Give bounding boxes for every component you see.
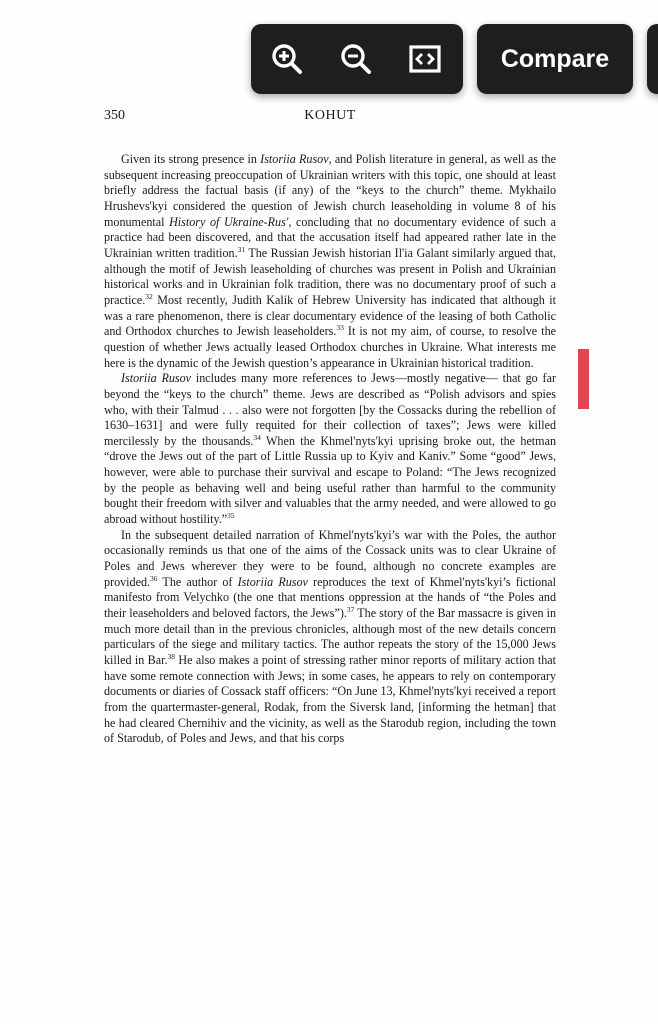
body-paragraph: [104, 152, 556, 371]
footnote-ref: 34: [253, 432, 261, 442]
text-run: reproduces the text of Khmel'nyts'kyi’s fictional manifesto from Velychko (the one that mentions oppression at the hands of “the Poles and their leaseholders and beloved factors, the Jews”).: [104, 574, 556, 621]
italic-title: Istoriia Rusov: [121, 371, 192, 386]
text-run: In the subsequent detailed narration of Khmel'nyts'kyi’s war with the Poles, the author occasionally reminds us that one of the aims of the Cossack units was to clear Ukraine of Poles and Jews wherever they were to be found, although no concrete examples are provided.: [104, 527, 556, 589]
footnote-ref: 38: [167, 651, 176, 661]
reading-position-marker: [578, 349, 589, 409]
body-text: [104, 152, 556, 747]
footnote-ref: 31: [237, 244, 246, 254]
italic-title: Istoriia Rusov: [237, 574, 308, 589]
text-run: When the Khmel'nyts'kyi uprising broke out, the hetman “drove the Jews out of the part of Little Russia up to Kyiv and Kaniv.” Some “good” Jews, however, were able to purchase their survival and escape to Poland: “The Jews recognized by the people as behaving well and being useful rather than harmful to the community bought their freedom with silver and valuables that the army needed, and were allowed to go abroad without hostility.”: [104, 433, 556, 527]
fit-width-button[interactable]: [406, 40, 444, 78]
text-run: , concluding that no documentary evidence of such a practice had been discovered, and that the accusation itself had appeared rather late in the Ukrainian written tradition.: [104, 214, 557, 260]
text-run: The Russian Jewish historian Il'ia Galant similarly argued that, although the motif of Jewish leaseholding of churches was present in Polish and Ukrainian historical works and in Ukrainian folk tradition, there was no documentary proof of such a practice.: [104, 245, 556, 307]
compare-button[interactable]: Compare: [477, 24, 633, 94]
text-run: includes many more references to Jews—mostly negative— that go far beyond the “keys to the church” theme. Jews are described as “Polish advisors and spies who, with their Talmud . . . also were not forgotten [by the Cossacks during the rebellion of 1630–1631] and were fully requited for their collection of taxes”; Jews were killed mercilessly by the thousands.: [104, 371, 556, 448]
zoom-out-button[interactable]: [337, 40, 375, 78]
zoom-out-icon: [337, 40, 375, 78]
zoom-in-button[interactable]: [268, 40, 306, 78]
italic-title: History of Ukraine-Rus': [169, 214, 289, 229]
zoom-in-icon: [268, 40, 306, 78]
text-run: He also makes a point of stressing rather minor reports of military action that have some remote connection with Jews; in some cases, he appears to rely on contemporary documents or diaries of Cossack staff officers: “On June 13, Khmel'nyts'kyi received a report from the quartermaster-general, Rodak, from the Siversk land, [informing the hetman] that he had cleared Chernihiv and the vicinity, as well as the Starodub region, including the town of Starodub, of Poles and Jews, and that his corps: [104, 653, 556, 746]
zoom-toolbar: [251, 24, 463, 94]
text-run: It is not my aim, of course, to resolve the question of whether Jews actually leased Orthodox churches in Ukraine. What interests me here is the dynamic of the Jewish question’s appearance in Ukrainian historical tradition.: [104, 324, 556, 370]
body-paragraph: [104, 528, 556, 747]
footnote-ref: 32: [145, 291, 153, 301]
page-number: 350: [104, 108, 125, 123]
running-header: [104, 108, 556, 128]
body-paragraph: [104, 371, 556, 528]
text-run: Most recently, Judith Kalik of Hebrew University has indicated that although it was a rare phenomenon, there is clear documentary evidence of the leasing of both Catholic and Orthodox churches to Jewish leaseholders.: [104, 292, 556, 339]
footnote-ref: 36: [150, 573, 158, 583]
text-run: The story of the Bar massacre is given in much more detail than in the previous chronicles, although most of the new details concern particulars of the siege and military tactics. The author repeats the story of the 15,000 Jews killed in Bar.: [104, 606, 556, 667]
text-run: Given its strong presence in: [121, 152, 261, 166]
footnote-ref: 35: [227, 511, 235, 521]
footnote-ref: 37: [346, 605, 355, 614]
text-run: , and Polish literature in general, as well as the subsequent increasing preoccupation of Ukrainian writers with this topic, one should at least briefly address the factual basis (if any) of the “keys to the church” theme. Mykhailo Hrushevs'kyi considered the question of Jewish church leaseholding in volume 8 of his monumental: [104, 152, 556, 229]
fit-width-icon: [406, 40, 444, 78]
text-run: The author of: [157, 574, 238, 589]
footnote-ref: 33: [336, 323, 344, 333]
running-head-title: KOHUT: [304, 108, 356, 123]
italic-title: Istoriia Rusov: [260, 152, 329, 166]
overflow-button[interactable]: [647, 24, 658, 94]
